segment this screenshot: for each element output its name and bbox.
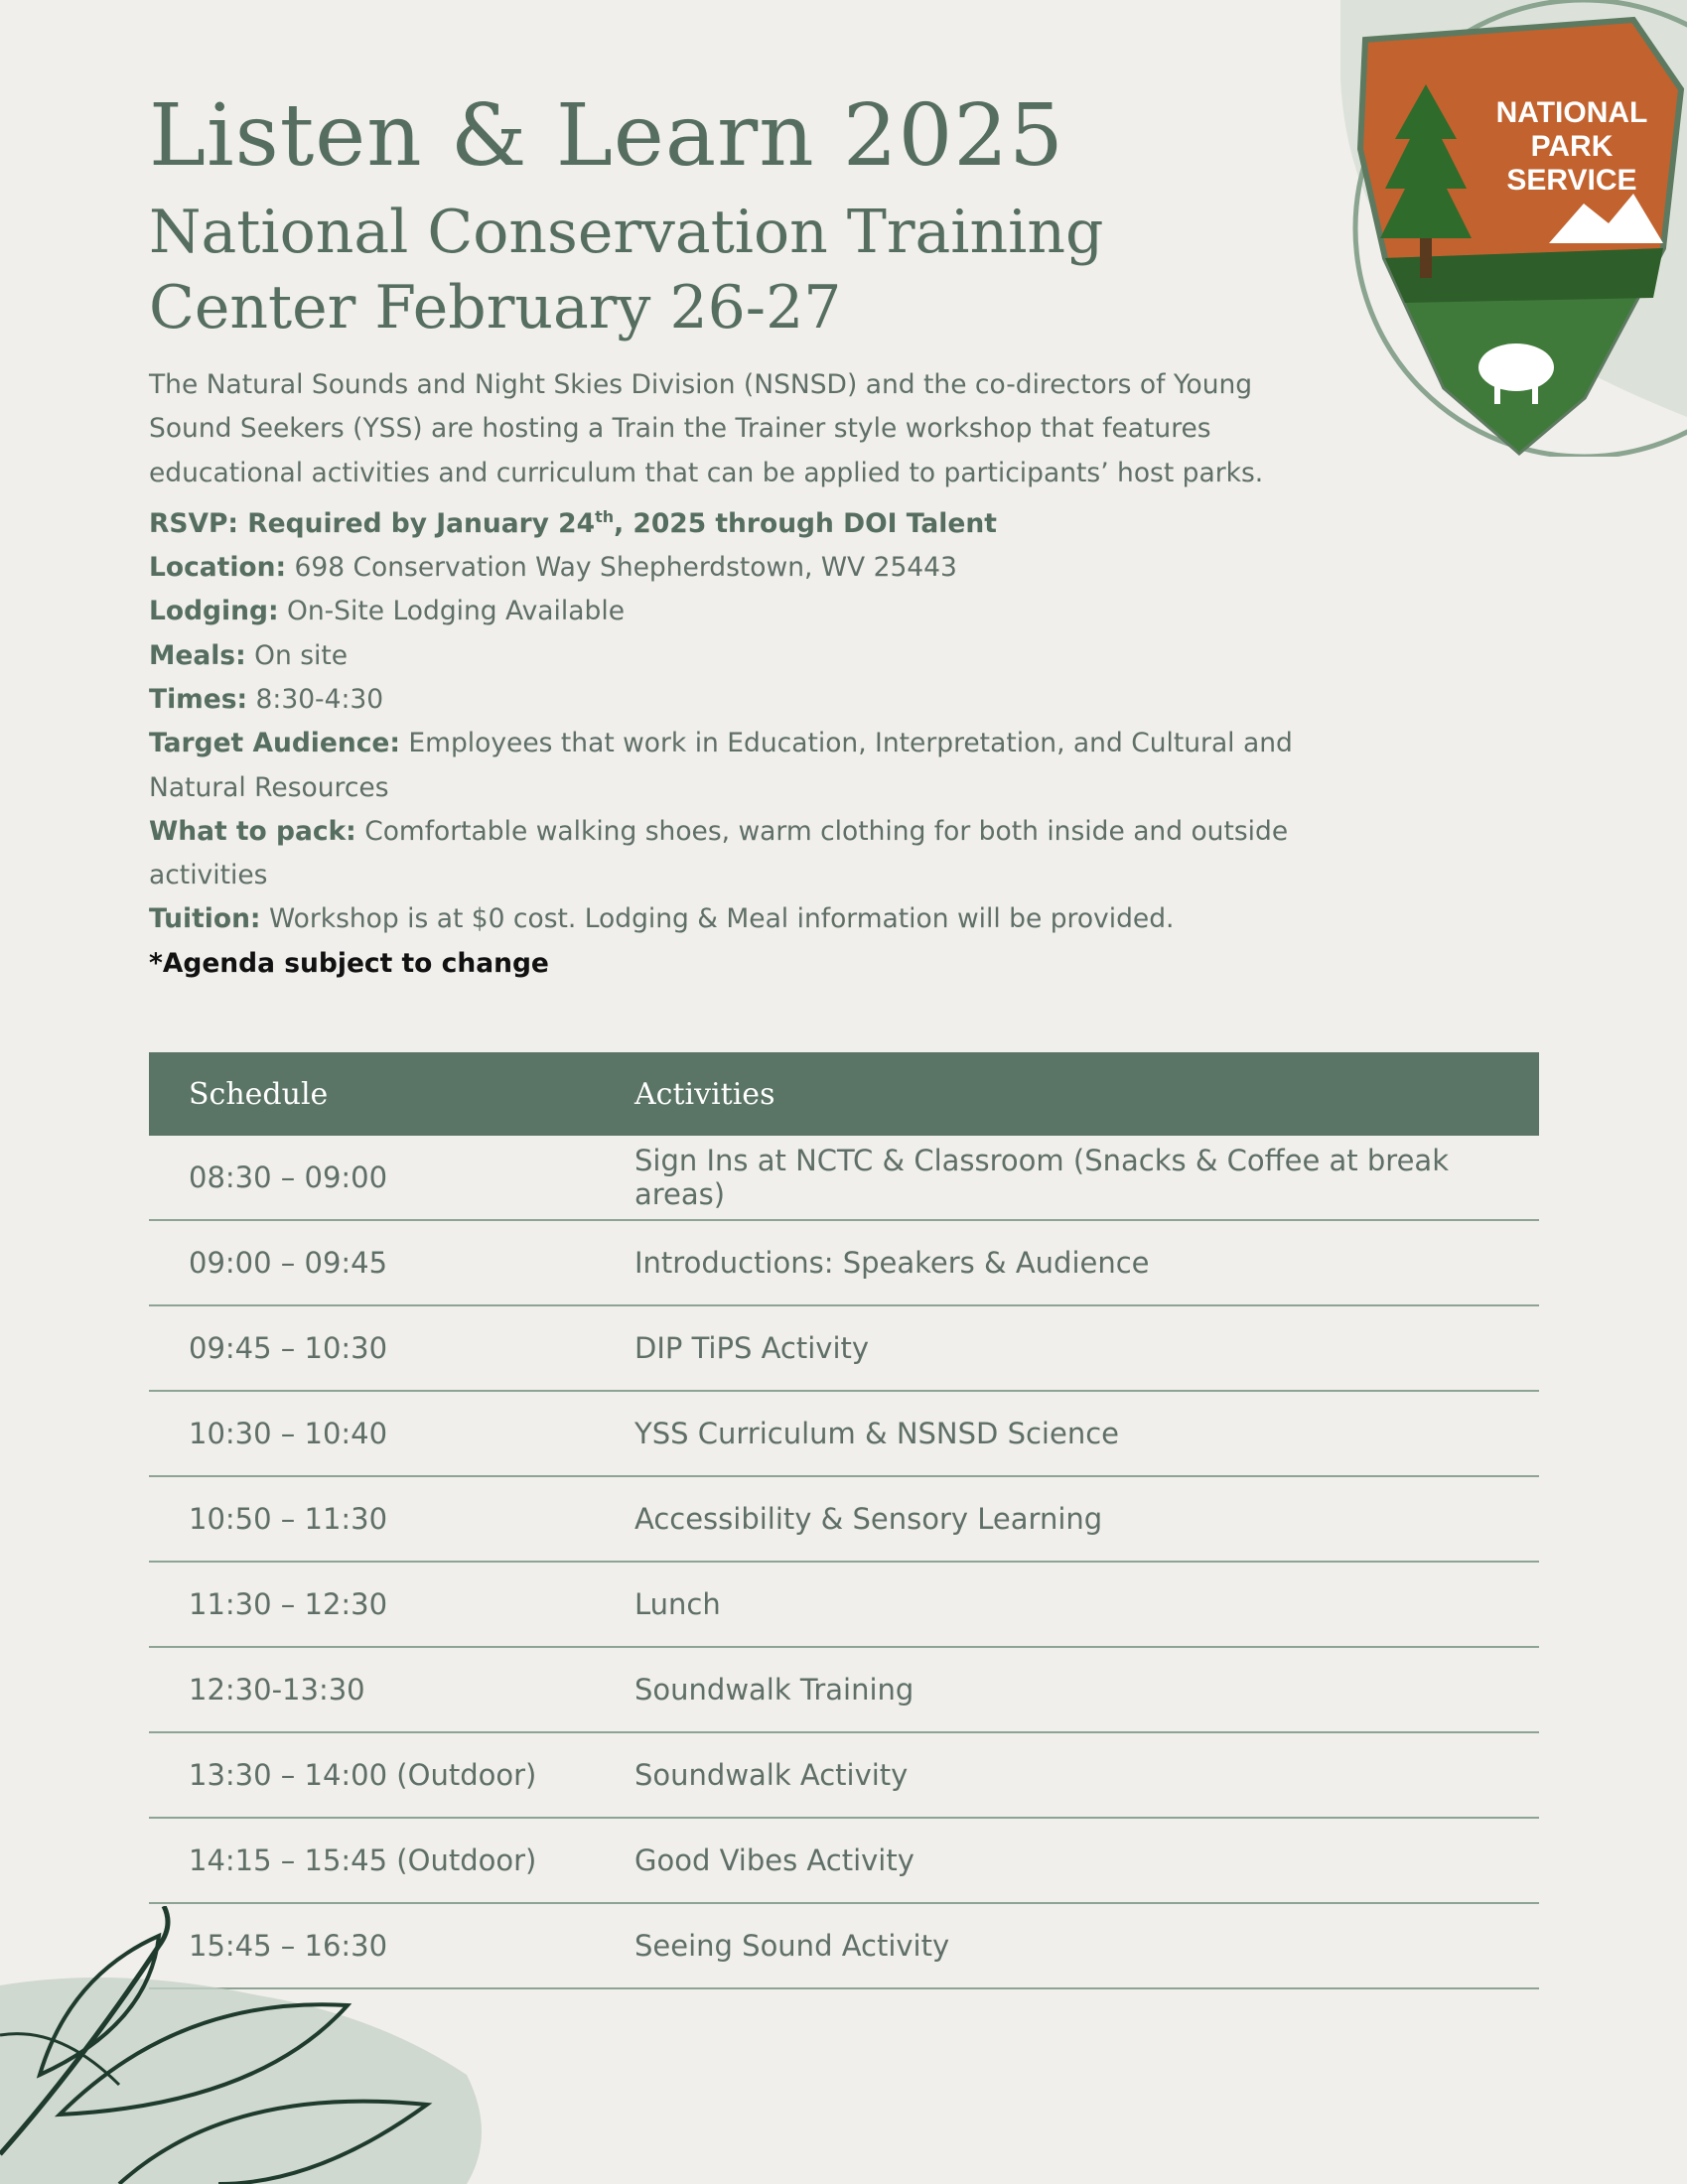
event-info [149, 363, 1311, 986]
time-cell: 09:45 – 10:30 [149, 1305, 633, 1391]
time-cell: 10:30 – 10:40 [149, 1391, 633, 1476]
activity-cell: Soundwalk Activity [633, 1732, 1539, 1818]
table-row [149, 1476, 1539, 1562]
activity-cell: YSS Curriculum & NSNSD Science [633, 1391, 1539, 1476]
time-cell: 09:00 – 09:45 [149, 1220, 633, 1305]
times-line: Times: 8:30-4:30 [149, 683, 384, 715]
time-cell: 12:30-13:30 [149, 1647, 633, 1732]
schedule-header-row [149, 1052, 1539, 1136]
svg-text:NATIONAL: NATIONAL [1495, 96, 1648, 129]
activity-cell: Introductions: Speakers & Audience [633, 1220, 1539, 1305]
agenda-note: *Agenda subject to change [149, 947, 549, 979]
activity-cell: Seeing Sound Activity [633, 1903, 1539, 1988]
page-subtitle: National Conservation Training Center February 26-27 [149, 198, 1104, 342]
time-cell: 15:45 – 16:30 [149, 1903, 633, 1988]
svg-text:SERVICE: SERVICE [1506, 164, 1637, 197]
time-cell: 13:30 – 14:00 (Outdoor) [149, 1732, 633, 1818]
meals-line: Meals: On site [149, 639, 349, 671]
page-title: Listen & Learn 2025 [149, 86, 1064, 186]
lodging-line: Lodging: On-Site Lodging Available [149, 596, 625, 627]
activity-cell: Accessibility & Sensory Learning [633, 1476, 1539, 1562]
location-line: Location: 698 Conservation Way Shepherdstown, WV 25443 [149, 552, 957, 584]
nps-arrowhead-logo-icon [1336, 0, 1687, 457]
table-row [149, 1305, 1539, 1391]
audience-line: Target Audience: Employees that work in Education, Interpretation, and Cultural and Natural Resources [149, 728, 1293, 803]
pack-line: What to pack: Comfortable walking shoes, warm clothing for both inside and outside activities [149, 815, 1289, 891]
leaf-decoration-icon [0, 1906, 516, 2184]
time-cell: 11:30 – 12:30 [149, 1562, 633, 1647]
activity-cell: Good Vibes Activity [633, 1818, 1539, 1903]
table-row [149, 1220, 1539, 1305]
table-row [149, 1562, 1539, 1647]
rsvp-line: RSVP: Required by January 24th, 2025 through DOI Talent [149, 506, 997, 539]
activity-cell: Sign Ins at NCTC & Classroom (Snacks & Coffee at break areas) [633, 1136, 1539, 1220]
table-row [149, 1647, 1539, 1732]
svg-text:PARK: PARK [1530, 130, 1614, 163]
tuition-line: Tuition: Workshop is at $0 cost. Lodging & Meal information will be provided. [149, 903, 1175, 935]
time-cell: 10:50 – 11:30 [149, 1476, 633, 1562]
activities-header: Activities [633, 1052, 1539, 1136]
table-row [149, 1136, 1539, 1220]
activity-cell: DIP TiPS Activity [633, 1305, 1539, 1391]
schedule-header: Schedule [149, 1052, 633, 1136]
intro-text: The Natural Sounds and Night Skies Division (NSNSD) and the co-directors of Young Sound Seekers (YSS) are hosting a Train the Trainer style workshop that features educational activities and curriculum that can be applied to participants’ host parks. [149, 369, 1264, 488]
activity-cell: Soundwalk Training [633, 1647, 1539, 1732]
table-row [149, 1732, 1539, 1818]
time-cell: 08:30 – 09:00 [149, 1136, 633, 1220]
time-cell: 14:15 – 15:45 (Outdoor) [149, 1818, 633, 1903]
table-row [149, 1391, 1539, 1476]
schedule-table [149, 1052, 1539, 1989]
activity-cell: Lunch [633, 1562, 1539, 1647]
table-row [149, 1818, 1539, 1903]
